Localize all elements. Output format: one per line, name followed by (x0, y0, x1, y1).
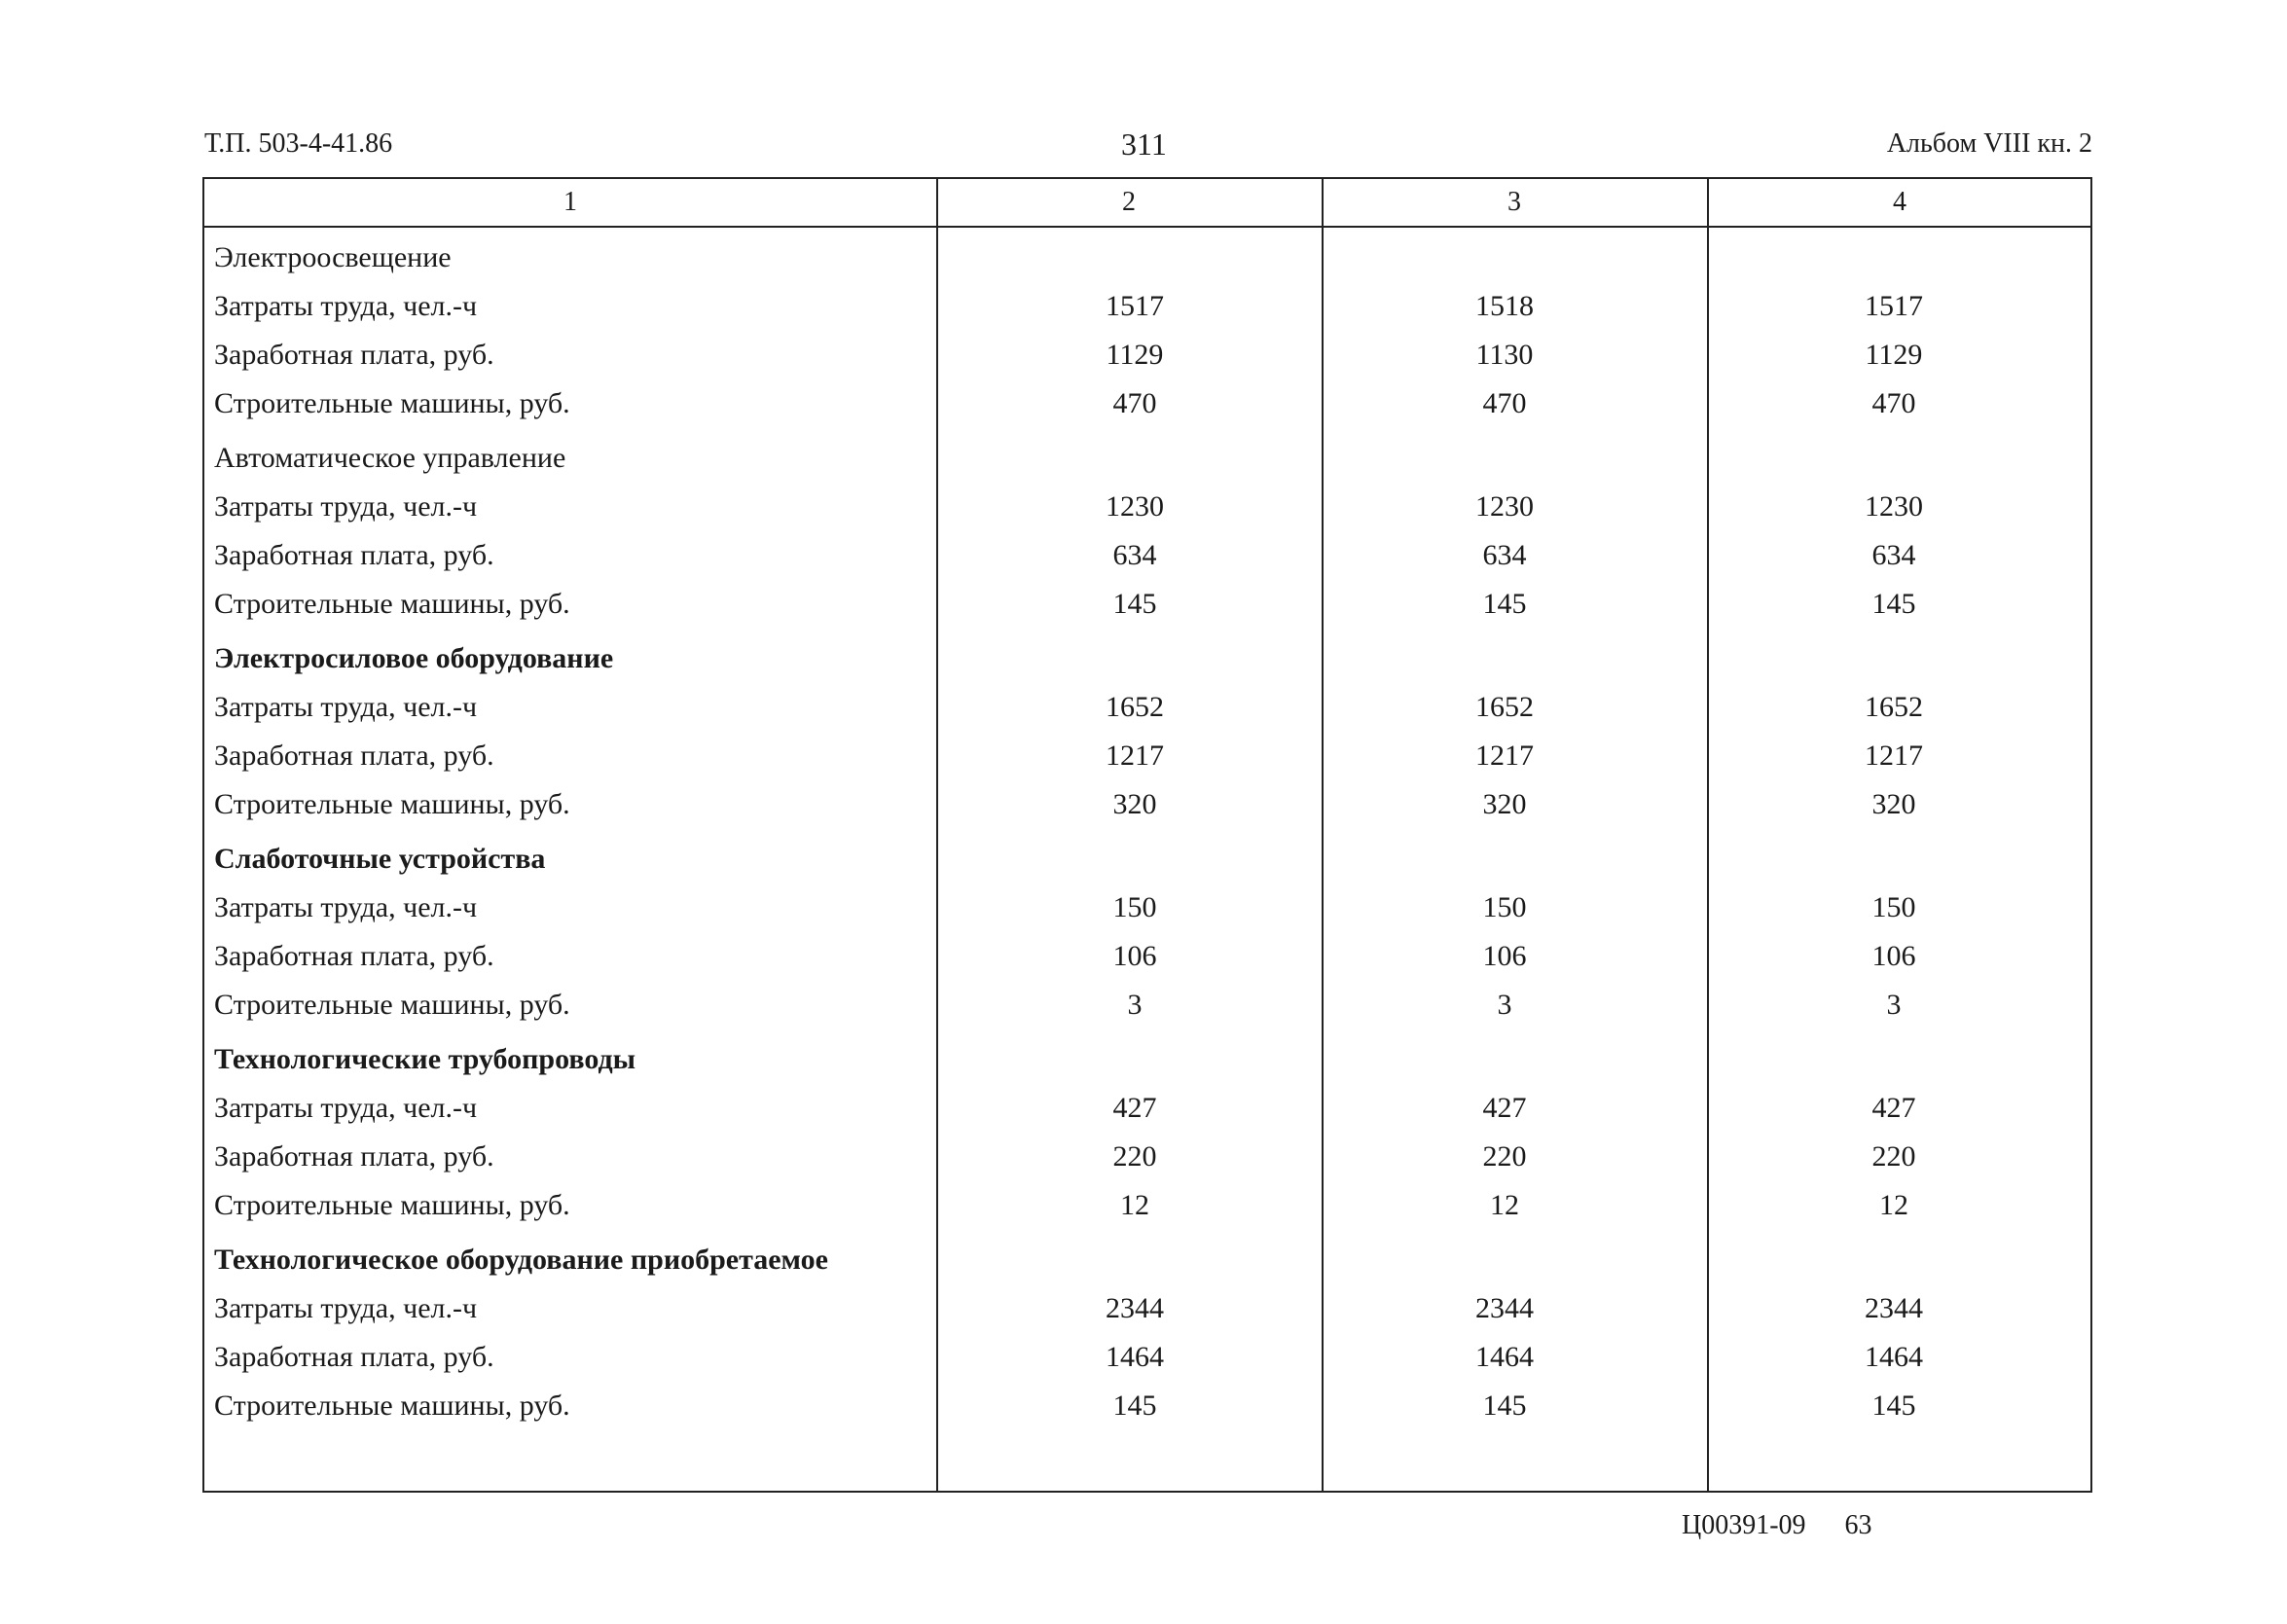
section-title: Электроосвещение (214, 241, 452, 273)
table-row (204, 580, 2090, 629)
cell-col4: 1129 (1865, 339, 1923, 371)
section-title: Технологическое оборудование приобретаемое (214, 1244, 828, 1276)
column-number-2: 2 (1122, 187, 1136, 217)
table-row (204, 1133, 2090, 1181)
cell-col3: 1652 (1475, 691, 1534, 723)
cost-table (202, 177, 2092, 1493)
row-label: Строительные машины, руб. (214, 1189, 570, 1221)
table-row (204, 1333, 2090, 1382)
cell-col4: 145 (1871, 588, 1916, 620)
column-number-1: 1 (563, 187, 577, 217)
page-number: 311 (1121, 126, 1167, 162)
cell-col4: 1464 (1865, 1341, 1923, 1373)
table-row (204, 1284, 2090, 1333)
cell-col2: 145 (1112, 588, 1157, 620)
cell-col4: 1652 (1865, 691, 1923, 723)
cell-col2: 1517 (1106, 290, 1164, 322)
cell-col2: 12 (1120, 1189, 1149, 1221)
cell-col2: 470 (1112, 387, 1157, 419)
cell-col3: 106 (1482, 940, 1527, 972)
cell-col2: 320 (1112, 788, 1157, 820)
row-label: Строительные машины, руб. (214, 788, 570, 820)
cell-col2: 106 (1112, 940, 1157, 972)
section-title: Слаботочные устройства (214, 843, 546, 875)
cell-col3: 220 (1482, 1140, 1527, 1173)
row-label: Заработная плата, руб. (214, 539, 494, 571)
cell-col2: 1230 (1106, 490, 1164, 523)
cell-col3: 634 (1482, 539, 1527, 571)
row-label: Заработная плата, руб. (214, 940, 494, 972)
cell-col4: 145 (1871, 1389, 1916, 1422)
cell-col2: 1129 (1106, 339, 1164, 371)
table-row (204, 379, 2090, 428)
cell-col4: 2344 (1865, 1292, 1923, 1324)
table-row (204, 683, 2090, 732)
row-label: Затраты труда, чел.-ч (214, 691, 478, 723)
cell-col3: 1130 (1475, 339, 1534, 371)
cell-col2: 3 (1127, 989, 1143, 1021)
cell-col3: 1518 (1475, 290, 1534, 322)
row-label: Заработная плата, руб. (214, 740, 494, 772)
table-row (204, 1382, 2090, 1430)
row-label: Заработная плата, руб. (214, 1341, 494, 1373)
column-number-3: 3 (1507, 187, 1521, 217)
cell-col2: 220 (1112, 1140, 1157, 1173)
row-label: Затраты труда, чел.-ч (214, 290, 478, 322)
column-number-4: 4 (1893, 187, 1906, 217)
section-heading (204, 1236, 2090, 1284)
footer-page: 63 (1844, 1510, 1872, 1540)
cell-col3: 1217 (1475, 740, 1534, 772)
section-title: Автоматическое управление (214, 442, 566, 474)
cell-col3: 1464 (1475, 1341, 1534, 1373)
table-row (204, 483, 2090, 531)
cell-col2: 634 (1112, 539, 1157, 571)
table-row (204, 1181, 2090, 1230)
cell-col3: 150 (1482, 891, 1527, 923)
cell-col4: 1230 (1865, 490, 1923, 523)
cell-col3: 320 (1482, 788, 1527, 820)
table-row (204, 331, 2090, 379)
cell-col2: 145 (1112, 1389, 1157, 1422)
cell-col4: 1217 (1865, 740, 1923, 772)
section-heading (204, 835, 2090, 884)
row-label: Строительные машины, руб. (214, 989, 570, 1021)
cell-col2: 150 (1112, 891, 1157, 923)
cell-col4: 106 (1871, 940, 1916, 972)
row-label: Заработная плата, руб. (214, 1140, 494, 1173)
header-divider (204, 226, 2090, 228)
cell-col3: 2344 (1475, 1292, 1534, 1324)
table-row (204, 981, 2090, 1029)
cell-col4: 12 (1879, 1189, 1908, 1221)
cell-col2: 1464 (1106, 1341, 1164, 1373)
section-heading (204, 434, 2090, 483)
cell-col4: 320 (1871, 788, 1916, 820)
cell-col2: 1217 (1106, 740, 1164, 772)
cell-col4: 220 (1871, 1140, 1916, 1173)
cell-col3: 145 (1482, 588, 1527, 620)
cell-col4: 1517 (1865, 290, 1923, 322)
table-row (204, 932, 2090, 981)
cell-col3: 1230 (1475, 490, 1534, 523)
document-code: Т.П. 503-4-41.86 (204, 128, 393, 159)
row-label: Строительные машины, руб. (214, 588, 570, 620)
table-row (204, 531, 2090, 580)
table-row (204, 732, 2090, 780)
section-heading (204, 634, 2090, 683)
footer-code: Ц00391-09 (1682, 1510, 1806, 1540)
cell-col3: 3 (1497, 989, 1512, 1021)
row-label: Строительные машины, руб. (214, 1389, 570, 1422)
cell-col4: 150 (1871, 891, 1916, 923)
section-title: Электросиловое оборудование (214, 642, 614, 674)
cell-col3: 470 (1482, 387, 1527, 419)
section-heading (204, 1035, 2090, 1084)
section-heading (204, 234, 2090, 282)
row-label: Затраты труда, чел.-ч (214, 891, 478, 923)
cell-col3: 12 (1490, 1189, 1519, 1221)
row-label: Затраты труда, чел.-ч (214, 490, 478, 523)
row-label: Затраты труда, чел.-ч (214, 1292, 478, 1324)
section-title: Технологические трубопроводы (214, 1043, 636, 1075)
cell-col4: 470 (1871, 387, 1916, 419)
cell-col3: 145 (1482, 1389, 1527, 1422)
table-row (204, 884, 2090, 932)
table-row (204, 780, 2090, 829)
footer (1682, 1506, 1872, 1545)
cell-col2: 2344 (1106, 1292, 1164, 1324)
table-row (204, 282, 2090, 331)
cell-col4: 634 (1871, 539, 1916, 571)
cell-col4: 427 (1871, 1092, 1916, 1124)
table-row (204, 1084, 2090, 1133)
cell-col4: 3 (1886, 989, 1902, 1021)
cell-col2: 427 (1112, 1092, 1157, 1124)
row-label: Строительные машины, руб. (214, 387, 570, 419)
row-label: Затраты труда, чел.-ч (214, 1092, 478, 1124)
album-label: Альбом VIII кн. 2 (1886, 128, 2092, 159)
cell-col3: 427 (1482, 1092, 1527, 1124)
cell-col2: 1652 (1106, 691, 1164, 723)
row-label: Заработная плата, руб. (214, 339, 494, 371)
